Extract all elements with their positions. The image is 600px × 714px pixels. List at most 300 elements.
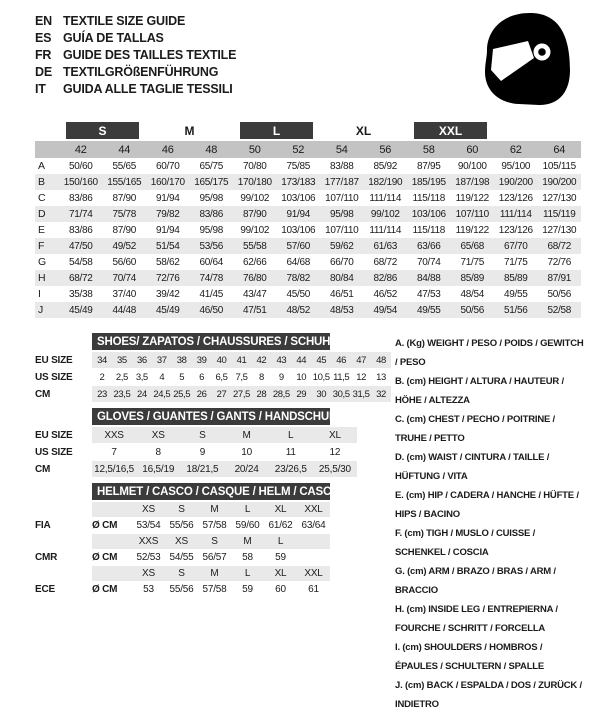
size-group-label: M [184, 123, 195, 138]
size-value: 2,5 [115, 371, 128, 383]
helmet-value: 53 [143, 584, 154, 595]
helmet-size-label: XXL [304, 568, 323, 579]
helmet-values [92, 518, 330, 533]
size-value: 12 [329, 446, 341, 458]
measurement-value: 70/74 [112, 272, 137, 284]
language-row [35, 29, 236, 46]
guide-title: TEXTILGRÖßENFÜHRUNG [63, 64, 219, 79]
measurement-value: 123/126 [498, 192, 533, 204]
table-row [35, 444, 391, 460]
size-number: 60 [466, 143, 479, 156]
measurement-value: 95/98 [329, 208, 354, 220]
helmet-value: 55/56 [169, 520, 194, 531]
measurement-value: 66/70 [329, 256, 354, 268]
measurement-value: 83/86 [68, 192, 93, 204]
legend-entry: G. (cm) ARM / BRAZO / BRAS / ARM / BRACCIO [395, 566, 556, 596]
helmet-value: 53/54 [136, 520, 161, 531]
measurement-value: 46/50 [199, 304, 224, 316]
measurement-value: 127/130 [542, 192, 577, 204]
measurement-value: 111/114 [369, 224, 402, 236]
measurement-row [35, 222, 581, 238]
row-values [92, 444, 357, 460]
measurement-value: 90/100 [457, 160, 487, 172]
size-number: 62 [509, 143, 522, 156]
table-row [35, 386, 391, 402]
helmet-size-label: M [210, 504, 219, 515]
measurement-value: 87/90 [112, 224, 137, 236]
row-label: H [38, 272, 46, 284]
measurement-value: 115/118 [412, 192, 446, 204]
measurement-value: 70/80 [242, 160, 267, 172]
size-number: 52 [292, 143, 305, 156]
size-value: 24 [136, 388, 147, 400]
measurement-value: 48/54 [460, 288, 485, 300]
measurement-value: 50/56 [547, 288, 572, 300]
standard-label: CMR [35, 552, 58, 563]
measurement-value: 87/90 [112, 192, 137, 204]
size-value: 30 [316, 388, 327, 400]
size-number: 42 [74, 143, 87, 156]
measurement-value: 87/95 [416, 160, 441, 172]
size-value: XS [151, 429, 165, 441]
measurement-value: 80/84 [329, 272, 354, 284]
gloves-table [35, 408, 397, 477]
measurement-value: 65/68 [460, 240, 485, 252]
size-group-header-row [35, 122, 581, 139]
measurement-value: 85/92 [373, 160, 398, 172]
measurement-value: 45/49 [155, 304, 180, 316]
helmet-value: 57/58 [202, 520, 227, 531]
helmet-size-label: XL [274, 504, 287, 515]
legend-entry: H. (cm) INSIDE LEG / ENTREPIERNA / FOURCHE / SCHRITT / FORCELLA [395, 604, 558, 634]
measurement-value: 64/68 [286, 256, 311, 268]
measurement-value: 127/130 [542, 224, 577, 236]
measurement-value: 72/76 [547, 256, 572, 268]
size-group-label: S [66, 122, 139, 139]
helmet-value: 60 [275, 584, 286, 595]
measurement-value: 95/98 [199, 224, 224, 236]
row-label-spacer [35, 502, 92, 517]
measurement-value: 107/110 [325, 224, 359, 236]
legend-entry: J. (cm) BACK / ESPALDA / DOS / ZURÜCK / INDIETRO [395, 680, 582, 710]
size-value: 6,5 [215, 371, 228, 383]
size-group-label: L [240, 122, 313, 139]
measurement-value: 41/45 [199, 288, 224, 300]
helmet-value: 63/64 [301, 520, 326, 531]
measurement-value: 115/118 [412, 224, 446, 236]
helmet-size-row [35, 502, 391, 517]
measurement-value: 95/98 [199, 192, 224, 204]
row-label: J [38, 304, 44, 316]
size-value: 7,5 [235, 371, 248, 383]
size-value: 11 [285, 446, 296, 458]
size-value: 8 [155, 446, 161, 458]
measurement-row [35, 286, 581, 302]
row-label: CM [35, 388, 51, 400]
measurement-value: 91/94 [155, 224, 180, 236]
measurement-value: 91/94 [286, 208, 311, 220]
helmet-size-label: S [211, 536, 218, 547]
size-value: 39 [196, 354, 207, 366]
measurement-value: 99/102 [240, 192, 270, 204]
measurement-value: 173/183 [281, 176, 316, 188]
helmet-value: 52/53 [136, 552, 161, 563]
measurement-value: 105/115 [542, 160, 576, 172]
measurement-value: 59/62 [329, 240, 354, 252]
size-value: 20/24 [234, 463, 259, 475]
language-code: EN [35, 13, 52, 28]
size-value: 36 [136, 354, 147, 366]
size-value: 47 [356, 354, 366, 366]
shoes-table-body [35, 352, 391, 402]
measurement-value: 187/198 [455, 176, 490, 188]
measurement-value: 107/110 [455, 208, 489, 220]
helmet-sizes [92, 566, 330, 581]
bottom-tables [35, 333, 397, 598]
standard-label: FIA [35, 520, 51, 531]
helmet-sizes [92, 534, 330, 549]
size-value: 26 [196, 388, 207, 400]
helmet-size-row [35, 566, 391, 581]
measurement-value: 63/66 [416, 240, 441, 252]
size-value: 38 [176, 354, 187, 366]
measurement-value: 57/60 [286, 240, 311, 252]
row-values [92, 427, 357, 443]
language-code: IT [35, 81, 46, 96]
size-value: 31,5 [352, 388, 370, 400]
measurement-row [35, 270, 581, 286]
helmet-size-label: XS [142, 568, 155, 579]
measurement-value: 165/175 [194, 176, 229, 188]
gloves-table-body [35, 427, 391, 477]
size-number: 54 [335, 143, 348, 156]
measurement-value: 54/58 [68, 256, 93, 268]
row-label: D [38, 208, 46, 220]
measurement-value: 84/88 [416, 272, 441, 284]
size-value: 7 [111, 446, 117, 458]
row-label-spacer [35, 534, 92, 549]
measurement-value: 71/75 [503, 256, 528, 268]
helmet-table [35, 483, 391, 597]
measurement-row [35, 190, 581, 206]
helmet-values [92, 582, 330, 597]
measurement-value: 52/58 [547, 304, 572, 316]
size-value: 41 [236, 354, 247, 366]
measurement-value: 150/160 [63, 176, 98, 188]
row-label: G [38, 256, 47, 268]
diameter-unit-label: Ø CM [92, 520, 118, 531]
diameter-unit-label: Ø CM [92, 584, 118, 595]
size-group-label [42, 122, 52, 139]
helmet-size-label: XXS [138, 536, 159, 547]
legend-entry: C. (cm) CHEST / PECHO / POITRINE / TRUHE / PETTO [395, 414, 555, 444]
measurement-value: 49/55 [503, 288, 528, 300]
size-value: 23 [97, 388, 107, 400]
measurement-value: 49/52 [112, 240, 137, 252]
helmet-value-row [35, 550, 391, 565]
helmet-size-label: XS [142, 504, 155, 515]
measurement-value: 75/78 [112, 208, 137, 220]
size-value: 42 [256, 354, 267, 366]
measurement-value: 75/85 [286, 160, 311, 172]
measurement-value: 44/48 [112, 304, 137, 316]
size-value: 28,5 [272, 388, 290, 400]
row-label: I [38, 288, 41, 300]
size-number-row [35, 141, 581, 158]
language-row [35, 63, 236, 80]
language-code: FR [35, 47, 52, 62]
size-value: 10,5 [312, 371, 330, 383]
measurement-row [35, 254, 581, 270]
measurement-value: 111/114 [499, 208, 532, 220]
row-values [92, 386, 391, 402]
measurement-value: 177/187 [324, 176, 359, 188]
size-value: L [288, 429, 294, 441]
language-row [35, 12, 236, 29]
helmet-size-label: S [178, 504, 185, 515]
language-code: ES [35, 30, 52, 45]
helmet-value: 61 [308, 584, 319, 595]
row-label: CM [35, 463, 51, 475]
size-value: 34 [97, 354, 107, 366]
row-label: B [38, 176, 46, 188]
size-value: 13 [376, 371, 386, 383]
size-value: 16,5/19 [142, 463, 175, 475]
measurement-value: 47/53 [416, 288, 441, 300]
helmet-size-label: XXL [304, 504, 323, 515]
measurement-value: 85/89 [460, 272, 485, 284]
helmet-size-label: XS [175, 536, 188, 547]
size-number: 58 [422, 143, 435, 156]
measurement-value: 60/70 [155, 160, 180, 172]
size-value: 23,5 [113, 388, 131, 400]
size-value: 48 [376, 354, 386, 366]
measurement-value: 68/72 [68, 272, 93, 284]
helmet-size-label: L [244, 504, 251, 515]
row-label: EU SIZE [35, 429, 73, 441]
measurement-value: 48/52 [286, 304, 311, 316]
measurement-value: 55/58 [242, 240, 267, 252]
measurement-value: 55/65 [112, 160, 137, 172]
measurement-row [35, 302, 581, 318]
row-label-spacer [35, 566, 92, 581]
row-values [92, 352, 391, 368]
measurement-value: 87/90 [242, 208, 267, 220]
helmet-value: 59 [275, 552, 286, 563]
measurement-value: 119/122 [455, 224, 489, 236]
legend-entry: E. (cm) HIP / CADERA / HANCHE / HÜFTE / HIPS / BACINO [395, 490, 579, 520]
measurement-value: 48/53 [329, 304, 354, 316]
size-value: 10 [241, 446, 252, 458]
size-value: 32 [376, 388, 386, 400]
measurement-value: 170/180 [237, 176, 272, 188]
measurement-value: 67/70 [503, 240, 528, 252]
measurement-value: 45/49 [68, 304, 93, 316]
measurement-value: 83/86 [68, 224, 93, 236]
measurement-value: 60/64 [199, 256, 224, 268]
measurement-value: 111/114 [369, 192, 402, 204]
size-value: 46 [336, 354, 347, 366]
size-value: 18/21,5 [186, 463, 219, 475]
measurement-value: 53/56 [199, 240, 224, 252]
measurement-value: 51/56 [503, 304, 528, 316]
legend-entry: A. (Kg) WEIGHT / PESO / POIDS / GEWITCH / PESO [395, 338, 584, 368]
size-value: 25,5 [173, 388, 191, 400]
size-number: 44 [118, 143, 131, 156]
measurement-value: 58/62 [155, 256, 180, 268]
size-number: 56 [379, 143, 392, 156]
size-value: 5 [179, 371, 185, 383]
table-row [35, 369, 391, 385]
row-label: US SIZE [35, 371, 73, 383]
size-value: 28 [256, 388, 267, 400]
measurement-row [35, 174, 581, 190]
measurement-value: 72/76 [155, 272, 180, 284]
language-row [35, 80, 236, 97]
measurement-legend [395, 334, 587, 714]
measurement-value: 70/74 [416, 256, 441, 268]
diameter-unit-label: Ø CM [92, 552, 118, 563]
helmet-logo-icon [474, 10, 578, 115]
measurement-value: 119/122 [455, 192, 489, 204]
measurement-value: 103/106 [281, 224, 316, 236]
measurement-value: 123/126 [498, 224, 533, 236]
row-label: C [38, 192, 46, 204]
helmet-value: 59 [242, 584, 253, 595]
size-value: 25,5/30 [318, 463, 351, 475]
size-value: 4 [159, 371, 165, 383]
helmet-table-body [35, 502, 391, 597]
measurement-value: 182/190 [368, 176, 403, 188]
measurement-value: 50/60 [68, 160, 93, 172]
measurement-value: 107/110 [325, 192, 359, 204]
measurement-value: 85/89 [503, 272, 528, 284]
measurement-value: 65/75 [199, 160, 224, 172]
table-row [35, 427, 391, 443]
measurement-value: 115/119 [542, 208, 576, 220]
helmet-size-label: L [277, 536, 284, 547]
size-value: 2 [99, 371, 105, 383]
measurement-value: 68/72 [373, 256, 398, 268]
row-label: A [38, 160, 46, 172]
measurement-value: 49/54 [373, 304, 398, 316]
measurement-value: 190/200 [542, 176, 577, 188]
size-value: 9 [199, 446, 206, 458]
size-value: 3,5 [135, 371, 148, 383]
size-value: 9 [278, 371, 284, 383]
helmet-value: 58 [242, 552, 253, 563]
helmet-size-label: XL [274, 568, 287, 579]
measurement-value: 43/47 [242, 288, 267, 300]
measurement-row [35, 158, 581, 174]
measurement-value: 50/56 [460, 304, 485, 316]
measurement-value: 99/102 [240, 224, 270, 236]
size-value: 23/26,5 [274, 463, 307, 475]
helmet-value: 56/57 [202, 552, 227, 563]
guide-title: GUÍA DE TALLAS [63, 30, 164, 45]
shoes-table-title: SHOES/ ZAPATOS / CHAUSSURES / SCHUHE / SCARPE [92, 333, 330, 350]
size-value: 12 [356, 371, 366, 383]
measurement-value: 39/42 [155, 288, 180, 300]
measurement-value: 71/75 [460, 256, 485, 268]
helmet-value: 57/58 [202, 584, 227, 595]
guide-title: GUIDA ALLE TAGLIE TESSILI [63, 81, 233, 96]
measurement-value: 61/63 [373, 240, 398, 252]
size-number: 50 [248, 143, 261, 156]
helmet-size-row [35, 534, 391, 549]
measurement-value: 103/106 [411, 208, 446, 220]
measurement-value: 47/50 [68, 240, 93, 252]
shoes-table [35, 333, 394, 402]
measurement-value: 37/40 [112, 288, 137, 300]
helmet-values [92, 550, 330, 565]
size-value: 40 [216, 354, 227, 366]
measurement-row [35, 206, 581, 222]
language-title-list [35, 12, 236, 97]
guide-title: TEXTILE SIZE GUIDE [63, 13, 186, 28]
size-value: XXS [104, 429, 124, 441]
helmet-size-label: L [244, 568, 251, 579]
legend-entry: B. (cm) HEIGHT / ALTURA / HAUTEUR / HÖHE / ALTEZZA [395, 376, 564, 406]
guide-title: GUIDE DES TAILLES TEXTILE [63, 47, 237, 62]
helmet-size-label: S [178, 568, 185, 579]
measurement-value: 47/51 [242, 304, 267, 316]
measurement-value: 46/52 [373, 288, 398, 300]
size-value: S [199, 429, 206, 441]
row-values [92, 369, 391, 385]
measurement-value: 79/82 [155, 208, 180, 220]
gloves-table-title: GLOVES / GUANTES / GANTS / HANDSCHUHE / GUANTI [92, 408, 330, 425]
size-value: 10 [296, 371, 307, 383]
size-number: 64 [553, 143, 566, 156]
measurement-value: 95/100 [501, 160, 531, 172]
measurement-value: 87/91 [547, 272, 572, 284]
helmet-sizes [92, 502, 330, 517]
measurement-value: 74/78 [199, 272, 224, 284]
measurement-value: 76/80 [242, 272, 267, 284]
measurement-value: 71/74 [68, 208, 93, 220]
size-value: 35 [117, 354, 127, 366]
size-value: M [242, 429, 251, 441]
size-value: XL [328, 429, 341, 441]
helmet-value-row [35, 582, 391, 597]
measurement-value: 160/170 [150, 176, 185, 188]
measurement-value: 155/165 [107, 176, 142, 188]
size-group-label: XXL [414, 122, 487, 139]
standard-label: ECE [35, 584, 55, 595]
helmet-size-label: M [243, 536, 252, 547]
language-code: DE [35, 64, 52, 79]
size-value: 8 [258, 371, 264, 383]
textile-size-table [35, 122, 581, 318]
helmet-value-row [35, 518, 391, 533]
measurement-value: 46/51 [329, 288, 354, 300]
measurement-value: 83/88 [329, 160, 354, 172]
size-value: 12,5/16,5 [94, 463, 135, 475]
size-value: 44 [296, 354, 307, 366]
measurement-value: 82/86 [373, 272, 398, 284]
measurement-value: 91/94 [155, 192, 180, 204]
measurement-value: 185/195 [411, 176, 446, 188]
size-value: 43 [276, 354, 287, 366]
helmet-value: 54/55 [169, 552, 194, 563]
measurement-value: 68/72 [547, 240, 572, 252]
size-value: 45 [316, 354, 327, 366]
size-value: 29 [296, 388, 307, 400]
size-value: 30,5 [332, 388, 350, 400]
size-number: 48 [205, 143, 218, 156]
size-value: 24,5 [153, 388, 171, 400]
